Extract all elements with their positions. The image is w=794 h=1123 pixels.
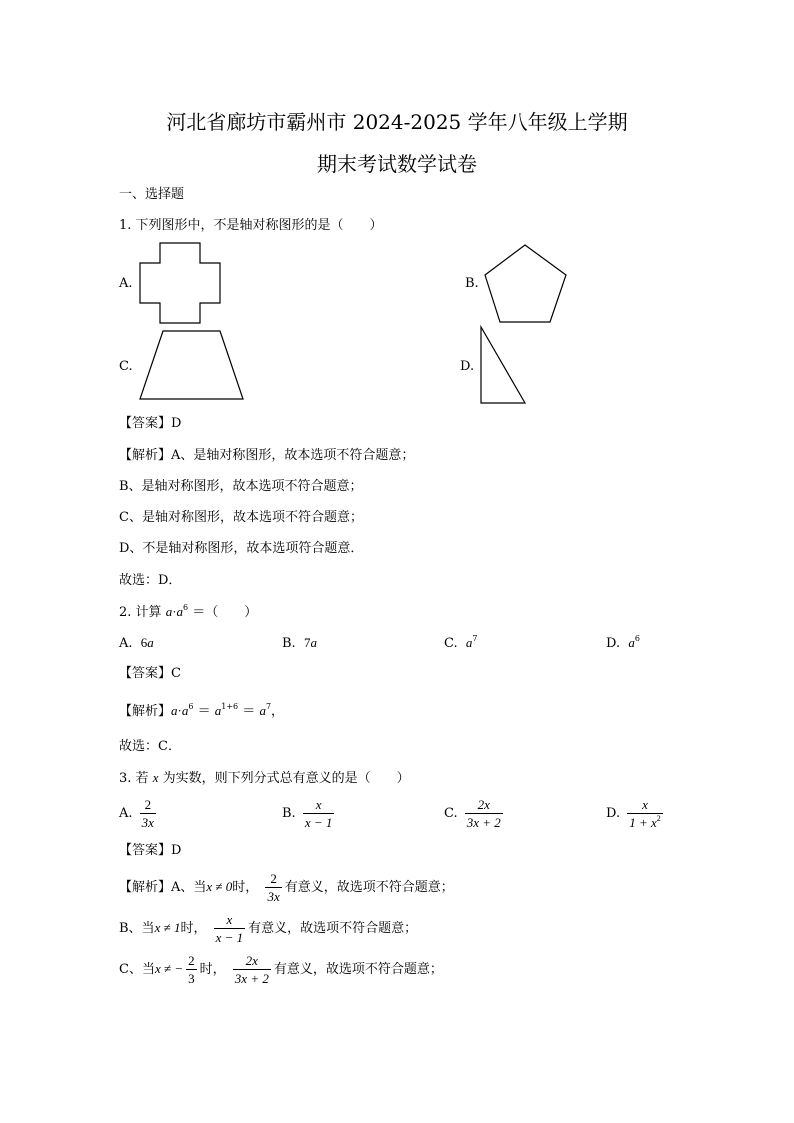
q2-option-b: B. 7a — [282, 635, 317, 651]
q2-option-d: D. $a^6$ — [606, 634, 640, 651]
q2-answer: 【答案】C — [119, 666, 181, 681]
right-triangle-icon — [480, 326, 528, 406]
q3-option-d: D. $\frac{x}{1 + x^2}$ — [606, 797, 661, 830]
q1-option-c-label: C. — [119, 359, 133, 374]
doc-title-line1: 河北省廊坊市霸州市 2024-2025 学年八年级上学期 — [166, 110, 628, 134]
q1-option-a-label: A. — [119, 276, 133, 291]
cross-shape-icon — [139, 242, 221, 324]
q2-analysis: 【解析】$a\cdot a^6 = a^{1+6} = a^7$， — [119, 702, 285, 719]
q1-option-d-label: D. — [460, 359, 475, 374]
q1-conclusion: 故选：D． — [119, 573, 182, 588]
q1-option-b-label: B. — [465, 276, 479, 291]
q2-conclusion: 故选：C． — [119, 739, 181, 754]
q3-analysis-b: B、当x ≠ 1时， $\frac{x}{x - 1}$ 有意义，故选项不符合题意； — [119, 912, 418, 945]
q1-analysis-d: D、不是轴对称图形，故本选项符合题意． — [119, 541, 364, 556]
section-heading: 一、选择题 — [119, 187, 185, 202]
q1-stem: 1. 下列图形中，不是轴对称图形的是（ ） — [119, 218, 383, 233]
trapezoid-icon — [139, 330, 245, 402]
q3-option-a: A. $\frac{2}{3x}$ — [119, 797, 154, 830]
q1-analysis-c: C、是轴对称图形，故本选项不符合题意； — [119, 510, 363, 525]
q2-option-a: A. 6a — [119, 635, 154, 651]
doc-title-line2: 期末考试数学试卷 — [317, 152, 477, 176]
pentagon-icon — [484, 244, 568, 324]
q3-stem: 3. 若 x 为实数，则下列分式总有意义的是（ ） — [119, 770, 410, 786]
q3-answer: 【答案】D — [119, 843, 182, 858]
q2-stem: 2. 计算 $a\cdot a^6$ ＝（ ） — [119, 603, 258, 620]
q3-option-c: C. $\frac{2x}{3x + 2}$ — [444, 797, 501, 830]
q1-analysis-a: 【解析】A、是轴对称图形，故本选项不符合题意； — [119, 448, 415, 463]
q1-answer: 【答案】D — [119, 416, 182, 431]
q1-analysis-b: B、是轴对称图形，故本选项不符合题意； — [119, 479, 363, 494]
q3-option-b: B. $\frac{x}{x - 1}$ — [282, 797, 333, 830]
q2-option-c: C. $a^7$ — [444, 634, 478, 651]
q3-analysis-c: C、当x ≠ − $\frac{2}{3}$ 时， $\frac{2x}{3x + 2}$ 有意义，故选项不符合题意； — [119, 953, 443, 986]
q3-analysis-a: 【解析】A、当x ≠ 0时， $\frac{2}{3x}$ 有意义，故选项不符合题意； — [119, 871, 454, 904]
